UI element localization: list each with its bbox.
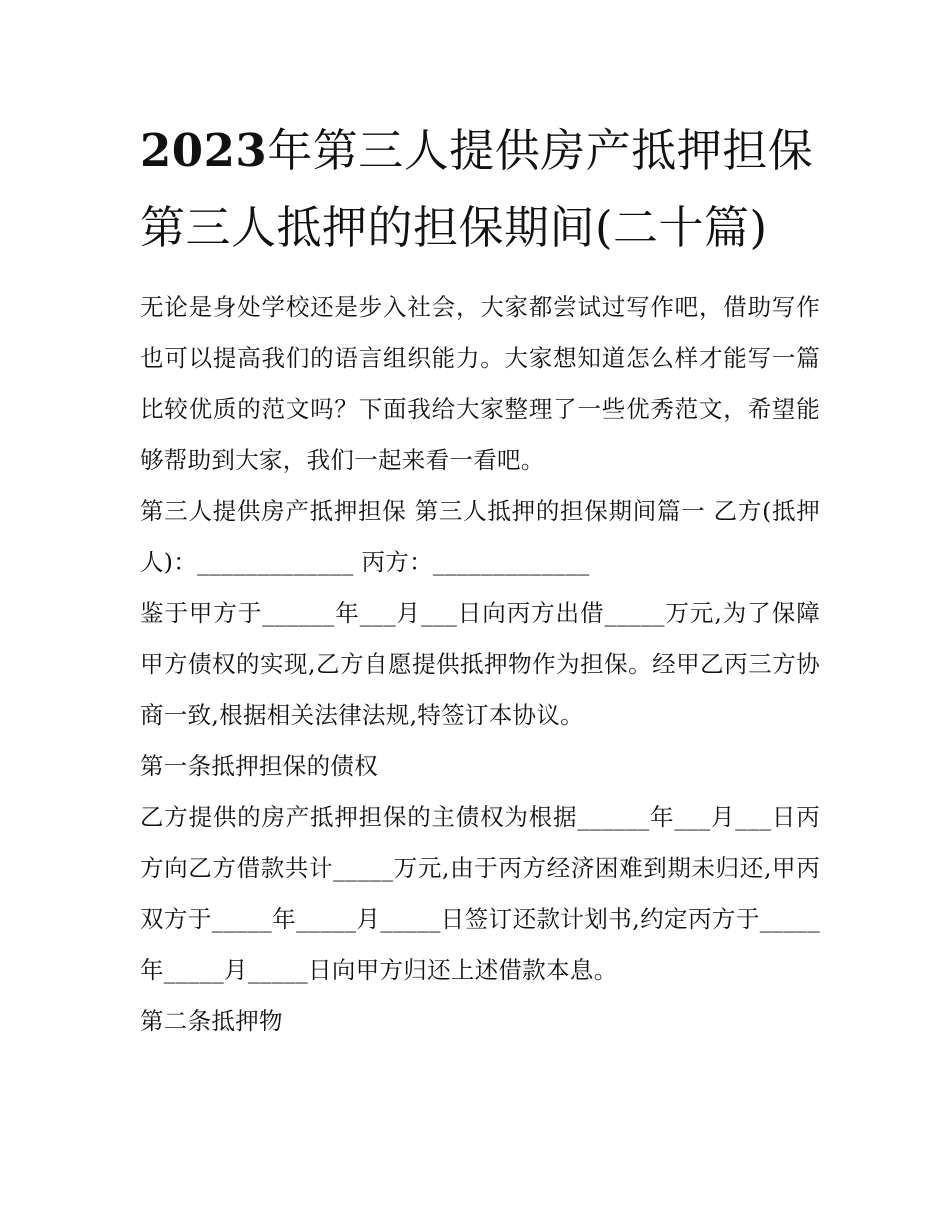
parties-paragraph: 第三人提供房产抵押担保 第三人抵押的担保期间篇一 乙方(抵押人)：_____________ 丙方：_____________ <box>140 497 820 576</box>
document-title <box>140 112 820 266</box>
article-1-body: 乙方提供的房产抵押担保的主债权为根据______年___月___日丙方向乙方借款共计_____万元,由于丙方经济困难到期未归还,甲丙双方于_____年_____月_____日签订还款计划书,约定丙方于_____年_____月_____日向甲方归还上述借款本息。 <box>140 803 820 984</box>
intro-paragraph: 无论是身处学校还是步入社会，大家都尝试过写作吧，借助写作也可以提高我们的语言组织能力。大家想知道怎么样才能写一篇比较优质的范文吗？下面我给大家整理了一些优秀范文，希望能够帮助到大家，我们一起来看一看吧。 <box>140 293 820 474</box>
article-1-heading: 第一条抵押担保的债权 <box>140 752 378 780</box>
recital-paragraph: 鉴于甲方于______年___月___日向丙方出借_____万元,为了保障甲方债权的实现,乙方自愿提供抵押物作为担保。经甲乙丙三方协商一致,根据相关法律法规,特签订本协议。 <box>140 599 820 729</box>
title-year: 2023 <box>140 124 268 177</box>
document-body <box>140 282 820 1047</box>
article-2-heading: 第二条抵押物 <box>140 1007 283 1035</box>
title-text: 年第三人提供房产抵押担保 第三人抵押的担保期间(二十篇) <box>140 124 814 254</box>
document-page <box>140 112 820 1047</box>
